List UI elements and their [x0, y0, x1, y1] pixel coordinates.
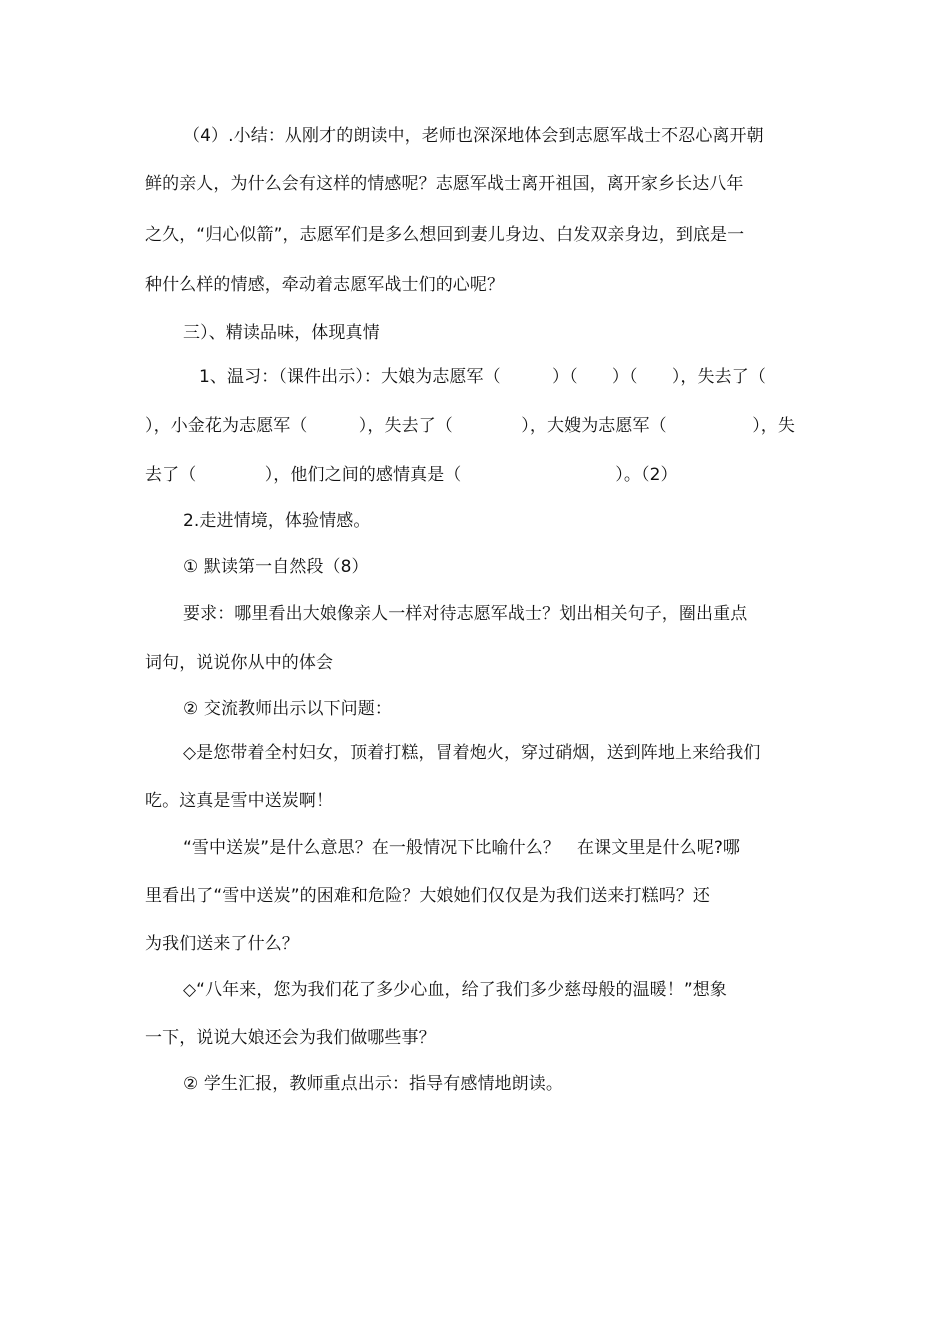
- paragraph-summary-line-4: 种什么样的情感，牵动着志愿军战士们的心呢？: [145, 275, 505, 295]
- quote-1-line-2: 吃。这真是雪中送炭啊！: [145, 791, 334, 811]
- requirement-line-1: 要求：哪里看出大娘像亲人一样对待志愿军战士？划出相关句子，圈出重点: [183, 604, 748, 624]
- review-line-2: ），小金花为志愿军（ ），失去了（ ），大嫂为志愿军（ ），失: [145, 416, 795, 436]
- subsection-heading: 2.走进情境，体验情感。: [183, 511, 371, 531]
- quote-1-line-1: ◇是您带着全村妇女，顶着打糕，冒着炮火，穿过硝烟，送到阵地上来给我们: [183, 743, 761, 763]
- paragraph-summary-line-2: 鲜的亲人，为什么会有这样的情感呢？志愿军战士离开祖国，离开家乡长达八年: [145, 174, 744, 194]
- section-heading: 三）、精读品味，体现真情: [183, 323, 380, 343]
- quote-2-line-2: 一下，说说大娘还会为我们做哪些事？: [145, 1028, 436, 1048]
- question-line-3: 为我们送来了什么？: [145, 934, 299, 954]
- review-line-1: 1、温习：（课件出示）：大娘为志愿军（ ）（ ）（ ），失去了（: [199, 367, 766, 387]
- paragraph-summary-line-3: 之久，“归心似箭”，志愿军们是多么想回到妻儿身边、白发双亲身边，到底是一: [145, 225, 745, 245]
- review-line-3: 去了（ ），他们之间的感情真是（ ）。（2）: [145, 465, 678, 485]
- step-discussion: ② 交流教师出示以下问题：: [183, 699, 392, 719]
- step-student-report: ② 学生汇报，教师重点出示：指导有感情地朗读。: [183, 1074, 563, 1094]
- requirement-line-2: 词句，说说你从中的体会: [145, 653, 334, 673]
- step-silent-reading: ① 默读第一自然段（8）: [183, 557, 369, 577]
- question-line-2: 里看出了“雪中送炭”的困难和危险？大娘她们仅仅是为我们送来打糕吗？还: [145, 886, 711, 906]
- quote-2-line-1: ◇“八年来，您为我们花了多少心血，给了我们多少慈母般的温暖！”想象: [183, 980, 727, 1000]
- paragraph-summary-line-1: （4）.小结：从刚才的朗读中，老师也深深地体会到志愿军战士不忍心离开朝: [183, 126, 764, 146]
- question-line-1: “雪中送炭”是什么意思？在一般情况下比喻什么？ 在课文里是什么呢?哪: [183, 838, 741, 858]
